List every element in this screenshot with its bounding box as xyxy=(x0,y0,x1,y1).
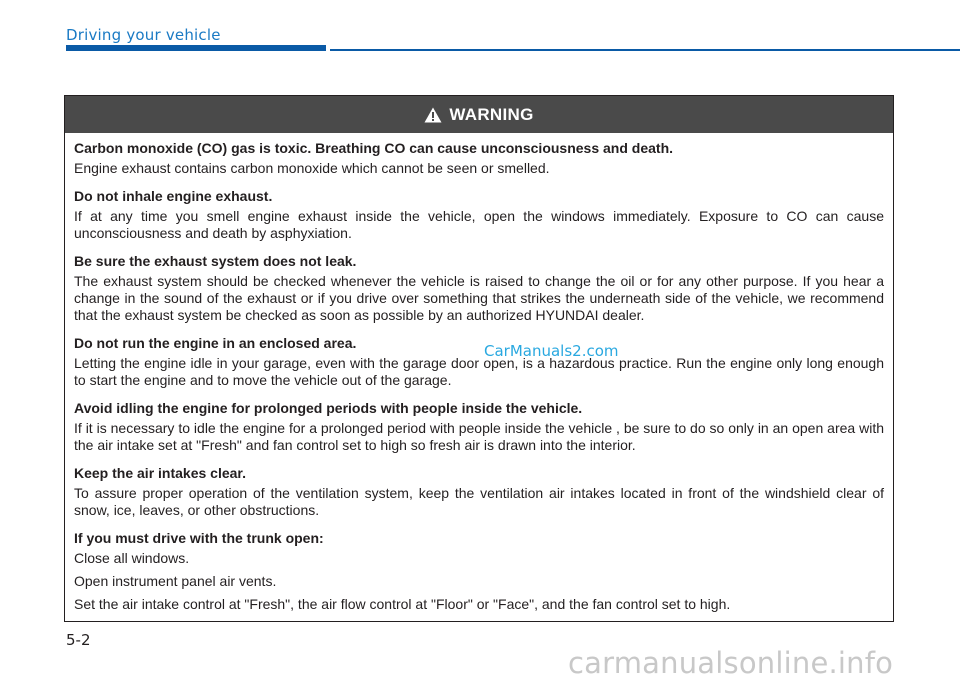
entry-heading: Carbon monoxide (CO) gas is toxic. Breathing CO can cause unconsciousness and death. xyxy=(74,140,674,156)
entry-heading: Avoid idling the engine for prolonged periods with people inside the vehicle. xyxy=(74,400,583,416)
entry-text: Close all windows. xyxy=(74,550,190,566)
entry-text: If it is necessary to idle the engine for a prolonged period with people inside the vehicle , be sure to do so only in an open area with the air intake set at "Fresh" and fan control set to high so fresh air is drawn into the interior. xyxy=(74,420,884,453)
warning-triangle-icon xyxy=(424,107,442,123)
section-rule-thin xyxy=(330,49,960,51)
watermark-text: CarManuals2.com xyxy=(484,342,619,360)
entry-heading: Be sure the exhaust system does not leak. xyxy=(74,253,357,269)
warning-entry xyxy=(74,335,884,389)
warning-header xyxy=(65,96,893,133)
warning-entry xyxy=(74,400,884,454)
warning-entry xyxy=(74,530,884,613)
entry-text: Letting the engine idle in your garage, even with the garage door open, is a hazardous practice. Run the engine only long enough to start the engine and to move the vehicle out of the garage. xyxy=(74,355,884,388)
warning-entry xyxy=(74,140,884,177)
page-number: 5-2 xyxy=(66,631,91,649)
warning-entry xyxy=(74,188,884,242)
entry-text: Open instrument panel air vents. xyxy=(74,573,277,589)
warning-box xyxy=(64,95,894,622)
entry-heading: Do not run the engine in an enclosed area. xyxy=(74,335,357,351)
section-rule-thick xyxy=(66,45,326,51)
warning-body xyxy=(65,133,893,613)
footer-watermark: carmanualsonline.info xyxy=(568,646,894,680)
entry-text: To assure proper operation of the ventilation system, keep the ventilation air intakes located in front of the windshield clear of snow, ice, leaves, or other obstructions. xyxy=(74,485,884,518)
warning-entry xyxy=(74,465,884,519)
entry-heading: If you must drive with the trunk open: xyxy=(74,530,324,546)
entry-text: The exhaust system should be checked whenever the vehicle is raised to change the oil or for any other purpose. If you hear a change in the sound of the exhaust or if you drive over something that strikes the underneath side of the vehicle, we recommend that the exhaust system be checked as soon as possible by an authorized HYUNDAI dealer. xyxy=(74,273,884,323)
warning-title: WARNING xyxy=(449,104,534,124)
section-title: Driving your vehicle xyxy=(66,26,221,44)
warning-entry xyxy=(74,253,884,324)
entry-text: If at any time you smell engine exhaust inside the vehicle, open the windows immediately. Exposure to CO can cause unconsciousness and death by asphyxiation. xyxy=(74,208,884,241)
entry-heading: Do not inhale engine exhaust. xyxy=(74,188,273,204)
entry-text: Engine exhaust contains carbon monoxide which cannot be seen or smelled. xyxy=(74,160,550,176)
entry-heading: Keep the air intakes clear. xyxy=(74,465,246,481)
entry-text: Set the air intake control at "Fresh", the air flow control at "Floor" or "Face", and the fan control set to high. xyxy=(74,596,731,612)
